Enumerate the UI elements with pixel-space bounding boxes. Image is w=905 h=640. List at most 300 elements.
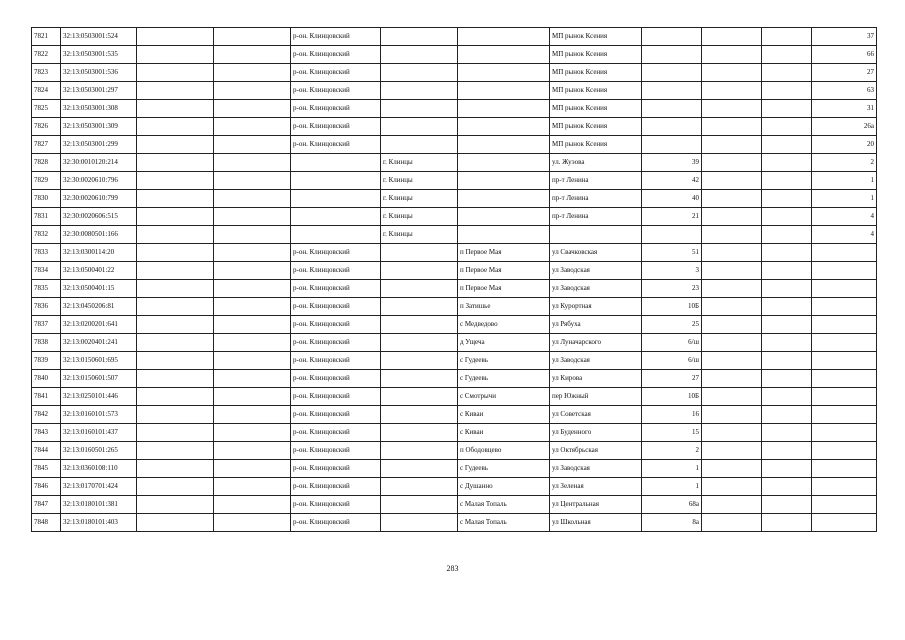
table-row bbox=[32, 82, 877, 100]
house-number-cell: 6/ш bbox=[642, 334, 702, 352]
value-cell bbox=[812, 442, 877, 460]
locality-cell bbox=[458, 82, 550, 100]
cadastral-number-cell: 32:13:0150601:695 bbox=[61, 352, 137, 370]
table-row bbox=[32, 64, 877, 82]
empty-cell bbox=[762, 46, 812, 64]
street-cell: ул Заводская bbox=[550, 280, 642, 298]
district-cell: р-он. Клинцовский bbox=[291, 244, 381, 262]
house-number-cell: 1 bbox=[642, 478, 702, 496]
empty-cell bbox=[137, 100, 214, 118]
table-row bbox=[32, 460, 877, 478]
city-cell bbox=[381, 118, 458, 136]
empty-cell bbox=[762, 262, 812, 280]
locality-cell: с Душанно bbox=[458, 478, 550, 496]
district-cell: р-он. Клинцовский bbox=[291, 262, 381, 280]
empty-cell bbox=[702, 424, 762, 442]
city-cell bbox=[381, 244, 458, 262]
table-row bbox=[32, 406, 877, 424]
value-cell bbox=[812, 460, 877, 478]
empty-cell bbox=[702, 388, 762, 406]
house-number-cell bbox=[642, 46, 702, 64]
street-cell: МП рынок Ксения bbox=[550, 82, 642, 100]
empty-cell bbox=[762, 514, 812, 532]
empty-cell bbox=[137, 334, 214, 352]
city-cell: г. Клинцы bbox=[381, 208, 458, 226]
locality-cell: п Первое Мая bbox=[458, 262, 550, 280]
district-cell: р-он. Клинцовский bbox=[291, 478, 381, 496]
empty-cell bbox=[214, 118, 291, 136]
empty-cell bbox=[702, 28, 762, 46]
cadastral-number-cell: 32:13:0503001:299 bbox=[61, 136, 137, 154]
row-number-cell: 7829 bbox=[32, 172, 61, 190]
cadastral-number-cell: 32:13:0500401:22 bbox=[61, 262, 137, 280]
empty-cell bbox=[702, 280, 762, 298]
locality-cell bbox=[458, 28, 550, 46]
cadastral-number-cell: 32:13:0503001:535 bbox=[61, 46, 137, 64]
city-cell bbox=[381, 280, 458, 298]
city-cell bbox=[381, 82, 458, 100]
district-cell: р-он. Клинцовский bbox=[291, 280, 381, 298]
table-row bbox=[32, 316, 877, 334]
empty-cell bbox=[762, 280, 812, 298]
row-number-cell: 7846 bbox=[32, 478, 61, 496]
city-cell bbox=[381, 496, 458, 514]
value-cell bbox=[812, 334, 877, 352]
city-cell bbox=[381, 262, 458, 280]
empty-cell bbox=[137, 28, 214, 46]
street-cell: пр-т Ленина bbox=[550, 172, 642, 190]
row-number-cell: 7842 bbox=[32, 406, 61, 424]
house-number-cell: 8а bbox=[642, 514, 702, 532]
city-cell bbox=[381, 64, 458, 82]
table-row bbox=[32, 226, 877, 244]
row-number-cell: 7848 bbox=[32, 514, 61, 532]
cadastral-number-cell: 32:13:0180101:403 bbox=[61, 514, 137, 532]
empty-cell bbox=[214, 208, 291, 226]
empty-cell bbox=[137, 280, 214, 298]
table-row bbox=[32, 442, 877, 460]
district-cell: р-он. Клинцовский bbox=[291, 424, 381, 442]
city-cell bbox=[381, 334, 458, 352]
empty-cell bbox=[762, 28, 812, 46]
empty-cell bbox=[214, 244, 291, 262]
cadastral-number-cell: 32:30:0020606:515 bbox=[61, 208, 137, 226]
empty-cell bbox=[214, 334, 291, 352]
empty-cell bbox=[214, 442, 291, 460]
table-row bbox=[32, 118, 877, 136]
district-cell: р-он. Клинцовский bbox=[291, 118, 381, 136]
empty-cell bbox=[214, 154, 291, 172]
empty-cell bbox=[214, 460, 291, 478]
district-cell: р-он. Клинцовский bbox=[291, 388, 381, 406]
house-number-cell: 23 bbox=[642, 280, 702, 298]
empty-cell bbox=[762, 406, 812, 424]
cadastral-number-cell: 32:13:0200201:641 bbox=[61, 316, 137, 334]
cadastral-number-cell: 32:13:0160101:573 bbox=[61, 406, 137, 424]
locality-cell bbox=[458, 100, 550, 118]
locality-cell bbox=[458, 226, 550, 244]
table-row bbox=[32, 262, 877, 280]
locality-cell bbox=[458, 118, 550, 136]
row-number-cell: 7845 bbox=[32, 460, 61, 478]
empty-cell bbox=[762, 298, 812, 316]
street-cell: ул Луначарского bbox=[550, 334, 642, 352]
empty-cell bbox=[214, 406, 291, 424]
district-cell: р-он. Клинцовский bbox=[291, 64, 381, 82]
value-cell: 27 bbox=[812, 64, 877, 82]
locality-cell: с Медведово bbox=[458, 316, 550, 334]
street-cell: ул Буденного bbox=[550, 424, 642, 442]
row-number-cell: 7843 bbox=[32, 424, 61, 442]
city-cell bbox=[381, 28, 458, 46]
city-cell bbox=[381, 478, 458, 496]
empty-cell bbox=[214, 478, 291, 496]
value-cell bbox=[812, 424, 877, 442]
street-cell: ул Школьная bbox=[550, 514, 642, 532]
empty-cell bbox=[214, 496, 291, 514]
locality-cell: д Ущеча bbox=[458, 334, 550, 352]
street-cell: МП рынок Ксения bbox=[550, 136, 642, 154]
empty-cell bbox=[702, 352, 762, 370]
empty-cell bbox=[702, 154, 762, 172]
street-cell: пр-т Ленина bbox=[550, 190, 642, 208]
empty-cell bbox=[702, 478, 762, 496]
value-cell bbox=[812, 298, 877, 316]
locality-cell: с Малая Топаль bbox=[458, 496, 550, 514]
row-number-cell: 7823 bbox=[32, 64, 61, 82]
row-number-cell: 7844 bbox=[32, 442, 61, 460]
value-cell bbox=[812, 496, 877, 514]
empty-cell bbox=[702, 244, 762, 262]
street-cell: пр-т Ленина bbox=[550, 208, 642, 226]
cadastral-number-cell: 32:13:0250101:446 bbox=[61, 388, 137, 406]
locality-cell bbox=[458, 136, 550, 154]
empty-cell bbox=[762, 244, 812, 262]
empty-cell bbox=[702, 514, 762, 532]
value-cell bbox=[812, 316, 877, 334]
value-cell: 2 bbox=[812, 154, 877, 172]
district-cell: р-он. Клинцовский bbox=[291, 82, 381, 100]
empty-cell bbox=[762, 496, 812, 514]
empty-cell bbox=[214, 136, 291, 154]
empty-cell bbox=[702, 316, 762, 334]
district-cell: р-он. Клинцовский bbox=[291, 316, 381, 334]
empty-cell bbox=[702, 82, 762, 100]
empty-cell bbox=[702, 100, 762, 118]
value-cell bbox=[812, 370, 877, 388]
district-cell: р-он. Клинцовский bbox=[291, 136, 381, 154]
row-number-cell: 7838 bbox=[32, 334, 61, 352]
row-number-cell: 7831 bbox=[32, 208, 61, 226]
table-row bbox=[32, 244, 877, 262]
row-number-cell: 7832 bbox=[32, 226, 61, 244]
table-row bbox=[32, 154, 877, 172]
street-cell: ул Заводская bbox=[550, 262, 642, 280]
value-cell bbox=[812, 388, 877, 406]
street-cell bbox=[550, 226, 642, 244]
empty-cell bbox=[214, 316, 291, 334]
row-number-cell: 7825 bbox=[32, 100, 61, 118]
street-cell: МП рынок Ксения bbox=[550, 28, 642, 46]
house-number-cell: 1 bbox=[642, 460, 702, 478]
value-cell: 1 bbox=[812, 172, 877, 190]
empty-cell bbox=[762, 370, 812, 388]
cadastral-number-cell: 32:13:0360108:110 bbox=[61, 460, 137, 478]
empty-cell bbox=[702, 136, 762, 154]
empty-cell bbox=[702, 460, 762, 478]
empty-cell bbox=[762, 172, 812, 190]
table-row bbox=[32, 496, 877, 514]
locality-cell bbox=[458, 208, 550, 226]
locality-cell: с Гудеевь bbox=[458, 460, 550, 478]
empty-cell bbox=[702, 190, 762, 208]
empty-cell bbox=[137, 514, 214, 532]
empty-cell bbox=[762, 154, 812, 172]
row-number-cell: 7835 bbox=[32, 280, 61, 298]
street-cell: МП рынок Ксения bbox=[550, 118, 642, 136]
street-cell: ул Свачковская bbox=[550, 244, 642, 262]
house-number-cell: 10Б bbox=[642, 298, 702, 316]
value-cell bbox=[812, 478, 877, 496]
house-number-cell: 3 bbox=[642, 262, 702, 280]
value-cell: 63 bbox=[812, 82, 877, 100]
district-cell: р-он. Клинцовский bbox=[291, 334, 381, 352]
street-cell: ул Курортная bbox=[550, 298, 642, 316]
street-cell: МП рынок Ксения bbox=[550, 64, 642, 82]
empty-cell bbox=[702, 262, 762, 280]
street-cell: ул Зеленая bbox=[550, 478, 642, 496]
cadastral-number-cell: 32:13:0170701:424 bbox=[61, 478, 137, 496]
empty-cell bbox=[214, 424, 291, 442]
empty-cell bbox=[762, 208, 812, 226]
empty-cell bbox=[762, 424, 812, 442]
district-cell: р-он. Клинцовский bbox=[291, 442, 381, 460]
table-row bbox=[32, 172, 877, 190]
house-number-cell: 10Б bbox=[642, 388, 702, 406]
cadastral-number-cell: 32:13:0020401:241 bbox=[61, 334, 137, 352]
empty-cell bbox=[137, 370, 214, 388]
house-number-cell: 2 bbox=[642, 442, 702, 460]
empty-cell bbox=[762, 64, 812, 82]
row-number-cell: 7824 bbox=[32, 82, 61, 100]
table-row bbox=[32, 298, 877, 316]
cadastral-number-cell: 32:13:0503001:524 bbox=[61, 28, 137, 46]
empty-cell bbox=[137, 478, 214, 496]
empty-cell bbox=[702, 442, 762, 460]
district-cell bbox=[291, 154, 381, 172]
street-cell: МП рынок Ксения bbox=[550, 46, 642, 64]
district-cell bbox=[291, 172, 381, 190]
row-number-cell: 7826 bbox=[32, 118, 61, 136]
row-number-cell: 7836 bbox=[32, 298, 61, 316]
street-cell: МП рынок Ксения bbox=[550, 100, 642, 118]
empty-cell bbox=[762, 388, 812, 406]
city-cell bbox=[381, 100, 458, 118]
empty-cell bbox=[762, 136, 812, 154]
district-cell: р-он. Клинцовский bbox=[291, 298, 381, 316]
house-number-cell: 39 bbox=[642, 154, 702, 172]
value-cell: 37 bbox=[812, 28, 877, 46]
empty-cell bbox=[137, 388, 214, 406]
district-cell: р-он. Клинцовский bbox=[291, 496, 381, 514]
street-cell: ул Рябуха bbox=[550, 316, 642, 334]
empty-cell bbox=[702, 406, 762, 424]
house-number-cell: 51 bbox=[642, 244, 702, 262]
cadastral-number-cell: 32:13:0180101:381 bbox=[61, 496, 137, 514]
empty-cell bbox=[762, 118, 812, 136]
district-cell bbox=[291, 226, 381, 244]
empty-cell bbox=[137, 82, 214, 100]
cadastral-number-cell: 32:13:0160101:437 bbox=[61, 424, 137, 442]
empty-cell bbox=[214, 280, 291, 298]
house-number-cell: 6/ш bbox=[642, 352, 702, 370]
city-cell bbox=[381, 46, 458, 64]
street-cell: ул Советская bbox=[550, 406, 642, 424]
table-row bbox=[32, 514, 877, 532]
house-number-cell bbox=[642, 136, 702, 154]
district-cell: р-он. Клинцовский bbox=[291, 514, 381, 532]
empty-cell bbox=[137, 424, 214, 442]
value-cell: 4 bbox=[812, 208, 877, 226]
street-cell: ул Октябрьская bbox=[550, 442, 642, 460]
value-cell: 26а bbox=[812, 118, 877, 136]
house-number-cell: 25 bbox=[642, 316, 702, 334]
value-cell bbox=[812, 280, 877, 298]
table-row bbox=[32, 352, 877, 370]
cadastral-number-cell: 32:13:0503001:308 bbox=[61, 100, 137, 118]
house-number-cell: 15 bbox=[642, 424, 702, 442]
empty-cell bbox=[762, 316, 812, 334]
empty-cell bbox=[214, 82, 291, 100]
value-cell bbox=[812, 352, 877, 370]
table-row bbox=[32, 208, 877, 226]
row-number-cell: 7837 bbox=[32, 316, 61, 334]
city-cell: г. Клинцы bbox=[381, 172, 458, 190]
empty-cell bbox=[137, 190, 214, 208]
empty-cell bbox=[137, 406, 214, 424]
locality-cell: с Киваи bbox=[458, 406, 550, 424]
house-number-cell bbox=[642, 100, 702, 118]
street-cell: пер Южный bbox=[550, 388, 642, 406]
value-cell: 31 bbox=[812, 100, 877, 118]
empty-cell bbox=[137, 208, 214, 226]
empty-cell bbox=[137, 298, 214, 316]
house-number-cell bbox=[642, 64, 702, 82]
street-cell: ул Заводская bbox=[550, 352, 642, 370]
locality-cell: с Гудеевь bbox=[458, 370, 550, 388]
empty-cell bbox=[214, 64, 291, 82]
cadastral-number-cell: 32:30:0020610:799 bbox=[61, 190, 137, 208]
house-number-cell: 40 bbox=[642, 190, 702, 208]
locality-cell bbox=[458, 190, 550, 208]
city-cell: г. Клинцы bbox=[381, 226, 458, 244]
empty-cell bbox=[214, 514, 291, 532]
table-row bbox=[32, 478, 877, 496]
table-row bbox=[32, 28, 877, 46]
row-number-cell: 7828 bbox=[32, 154, 61, 172]
empty-cell bbox=[137, 154, 214, 172]
city-cell bbox=[381, 370, 458, 388]
row-number-cell: 7827 bbox=[32, 136, 61, 154]
row-number-cell: 7833 bbox=[32, 244, 61, 262]
row-number-cell: 7839 bbox=[32, 352, 61, 370]
cadastral-number-cell: 32:13:0503001:309 bbox=[61, 118, 137, 136]
house-number-cell bbox=[642, 118, 702, 136]
empty-cell bbox=[702, 496, 762, 514]
empty-cell bbox=[762, 442, 812, 460]
district-cell bbox=[291, 190, 381, 208]
empty-cell bbox=[702, 226, 762, 244]
empty-cell bbox=[137, 172, 214, 190]
row-number-cell: 7821 bbox=[32, 28, 61, 46]
house-number-cell: 27 bbox=[642, 370, 702, 388]
value-cell bbox=[812, 244, 877, 262]
locality-cell: п Первое Мая bbox=[458, 244, 550, 262]
table-row bbox=[32, 388, 877, 406]
city-cell: г. Клинцы bbox=[381, 154, 458, 172]
street-cell: ул Кирова bbox=[550, 370, 642, 388]
empty-cell bbox=[214, 298, 291, 316]
district-cell: р-он. Клинцовский bbox=[291, 370, 381, 388]
value-cell bbox=[812, 514, 877, 532]
empty-cell bbox=[762, 100, 812, 118]
street-cell: ул. Жуэова bbox=[550, 154, 642, 172]
empty-cell bbox=[214, 388, 291, 406]
district-cell: р-он. Клинцовский bbox=[291, 100, 381, 118]
house-number-cell: 16 bbox=[642, 406, 702, 424]
cadastral-number-cell: 32:13:0503001:297 bbox=[61, 82, 137, 100]
empty-cell bbox=[762, 352, 812, 370]
empty-cell bbox=[702, 46, 762, 64]
locality-cell: с Киваи bbox=[458, 424, 550, 442]
empty-cell bbox=[214, 262, 291, 280]
empty-cell bbox=[214, 190, 291, 208]
empty-cell bbox=[762, 82, 812, 100]
locality-cell bbox=[458, 64, 550, 82]
empty-cell bbox=[762, 460, 812, 478]
empty-cell bbox=[137, 136, 214, 154]
empty-cell bbox=[214, 226, 291, 244]
empty-cell bbox=[137, 460, 214, 478]
empty-cell bbox=[762, 190, 812, 208]
table-row bbox=[32, 334, 877, 352]
city-cell bbox=[381, 442, 458, 460]
locality-cell: п Ободовцево bbox=[458, 442, 550, 460]
cadastral-number-cell: 32:13:0503001:536 bbox=[61, 64, 137, 82]
empty-cell bbox=[702, 64, 762, 82]
cadastral-number-cell: 32:30:0010120:214 bbox=[61, 154, 137, 172]
empty-cell bbox=[762, 334, 812, 352]
value-cell: 4 bbox=[812, 226, 877, 244]
empty-cell bbox=[137, 262, 214, 280]
district-cell: р-он. Клинцовский bbox=[291, 352, 381, 370]
city-cell bbox=[381, 352, 458, 370]
empty-cell bbox=[214, 46, 291, 64]
cadastral-number-cell: 32:13:0500401:15 bbox=[61, 280, 137, 298]
row-number-cell: 7840 bbox=[32, 370, 61, 388]
locality-cell bbox=[458, 154, 550, 172]
district-cell bbox=[291, 208, 381, 226]
cadastral-number-cell: 32:13:0300114:20 bbox=[61, 244, 137, 262]
city-cell bbox=[381, 514, 458, 532]
value-cell: 1 bbox=[812, 190, 877, 208]
empty-cell bbox=[214, 352, 291, 370]
value-cell bbox=[812, 262, 877, 280]
district-cell: р-он. Клинцовский bbox=[291, 28, 381, 46]
empty-cell bbox=[762, 226, 812, 244]
city-cell bbox=[381, 316, 458, 334]
locality-cell: п Первое Мая bbox=[458, 280, 550, 298]
